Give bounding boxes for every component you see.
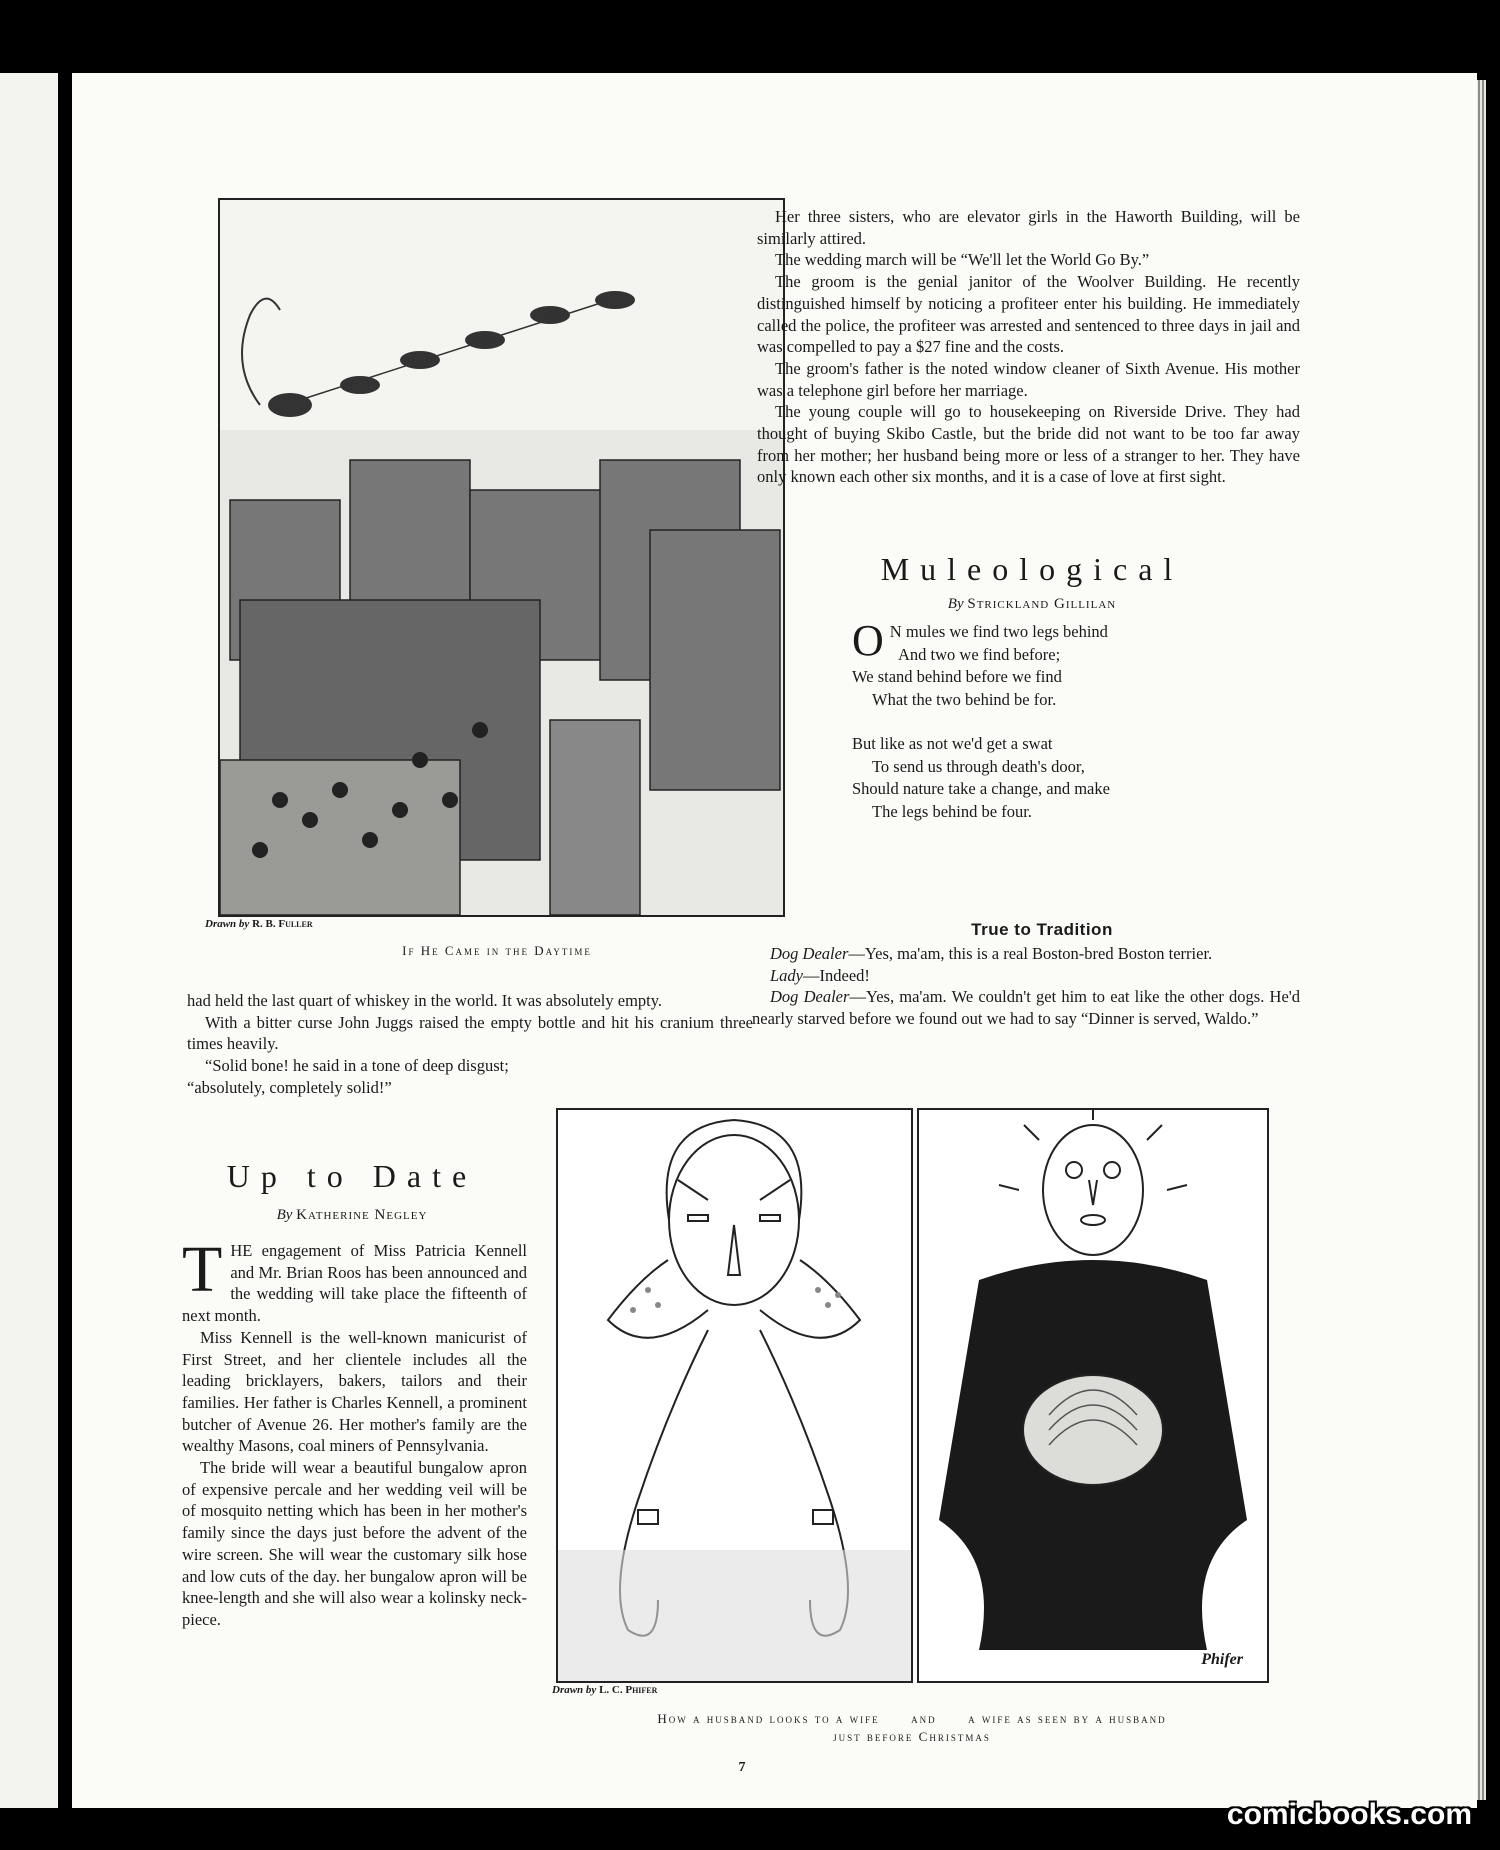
up-to-date-body — [182, 1233, 527, 1631]
poem-line-4: What the two behind be for. — [872, 689, 1057, 709]
story-end-paragraph-1: had held the last quart of whiskey in the world. It was absolutely empty. — [187, 991, 663, 1010]
illustration1-title: If He Came in the Daytime — [402, 943, 592, 958]
dialogue-2: Lady—Indeed! — [770, 965, 870, 985]
poem-stanza-1 — [852, 616, 1252, 711]
poem-line-1: O N mules we find two legs behind — [852, 616, 1108, 665]
dialogue-3: Dog Dealer—Yes, ma'am. We couldn't get him to eat like the other dogs. He'd nearly starved before we found out we had to say “Dinner is served, Waldo.” — [752, 987, 1301, 1029]
muleological-poem — [852, 616, 1252, 845]
muleological-title: Muleological — [880, 551, 1184, 587]
right-paragraph-2: The wedding march will be “We'll let the World Go By.” — [775, 250, 1150, 270]
poem-dropcap: O — [852, 616, 884, 665]
right-paragraph-4: The groom's father is the noted window cleaner of Sixth Avenue. His mother was a telephone girl before her marriage. — [757, 358, 1300, 400]
wife-illustration — [917, 1108, 1269, 1683]
muleological-byline: By Strickland Gillilan — [947, 596, 1117, 612]
poem-line-6: To send us through death's door, — [872, 756, 1085, 776]
true-to-tradition-body — [752, 943, 1300, 1030]
poem-line-7: Should nature take a change, and make — [852, 779, 1110, 798]
story-end-paragraph-3: “Solid bone! he said in a tone of deep disgust; “absolutely, completely solid!” — [187, 1056, 509, 1097]
husband-drawing — [558, 1110, 911, 1681]
up-to-date-title: Up to Date — [226, 1158, 478, 1194]
true-to-tradition-title: True to Tradition — [971, 920, 1113, 939]
illustration2-credit: Drawn by L. C. Phifer — [552, 1684, 658, 1696]
magazine-page — [72, 73, 1477, 1808]
page-number: 7 — [738, 1760, 746, 1775]
up-to-date-dropcap: T — [182, 1233, 223, 1306]
up-to-date-paragraph-2: Miss Kennell is the well-known manicurist of First Street, and her clientele includes all the leading bricklayers, bakers, tailors and their families. Her father is Charles Kennell, a prominent butcher of Avenue 26. Her mother's family are the wealthy Masons, coal miners of Pennsylvania. — [182, 1327, 527, 1456]
wedding-story-continuation — [757, 206, 1300, 488]
illustration2-caption-line1: How a husband looks to a wife and a wife as seen by a husband — [657, 1711, 1167, 1726]
story-continuation — [187, 990, 753, 1099]
dialogue-1: Dog Dealer—Yes, ma'am, this is a real Boston-bred Boston terrier. — [770, 944, 1213, 963]
right-paragraph-5: The young couple will go to housekeeping on Riverside Drive. They had thought of buying Skibo Castle, but the bride did not want to be too far away from her mother; her husband being more or less of a stranger to her. They have only known each other six months, and it is a case of love at first sight. — [757, 402, 1300, 487]
husband-illustration — [556, 1108, 913, 1683]
right-paragraph-3: The groom is the genial janitor of the Woolver Building. He recently distinguished himself by noticing a profiteer enter his building. He immediately called the police, the profiteer was arrested and sentenced to three days in jail and was compelled to pay a $27 fine and the costs. — [757, 272, 1300, 357]
santa-rooftop-illustration — [218, 198, 785, 917]
poem-line-2: And two we find before; — [898, 644, 1061, 664]
facing-page-edge — [0, 73, 58, 1808]
up-to-date-paragraph-1: THE engagement of Miss Patricia Kennell and Mr. Brian Roos has been announced and the wedding will take place the fifteenth of next month. — [182, 1233, 527, 1326]
wife-drawing — [919, 1110, 1267, 1681]
illustration2-caption-line2: just before Christmas — [833, 1729, 991, 1744]
illustration1-credit: Drawn by R. B. Fuller — [205, 918, 313, 930]
phifer-signature: Phifer — [1201, 1651, 1243, 1668]
poem-line-5: But like as not we'd get a swat — [852, 734, 1053, 753]
santa-rooftop-drawing — [220, 200, 783, 915]
poem-line-8: The legs behind be four. — [872, 801, 1032, 821]
poem-line-3: We stand behind before we find — [852, 667, 1062, 686]
right-paragraph-1: Her three sisters, who are elevator girls in the Haworth Building, will be similarly attired. — [757, 207, 1300, 248]
up-to-date-paragraph-3: The bride will wear a beautiful bungalow apron of expensive percale and her wedding veil will be of mosquito netting which has been in her mother's family since the days just before the advent of the wire screen. She will wear the customary silk hose and low cuts of the day. her bungalow apron will be knee-length and she will also wear a kolinsky neck-piece. — [182, 1458, 527, 1629]
poem-stanza-2 — [852, 733, 1252, 823]
comicbooks-logo: comicbooks.com — [1226, 1798, 1472, 1831]
up-to-date-byline: By Katherine Negley — [276, 1207, 428, 1223]
story-end-paragraph-2: With a bitter curse John Juggs raised the empty bottle and hit his cranium three times heavily. — [187, 1012, 753, 1054]
